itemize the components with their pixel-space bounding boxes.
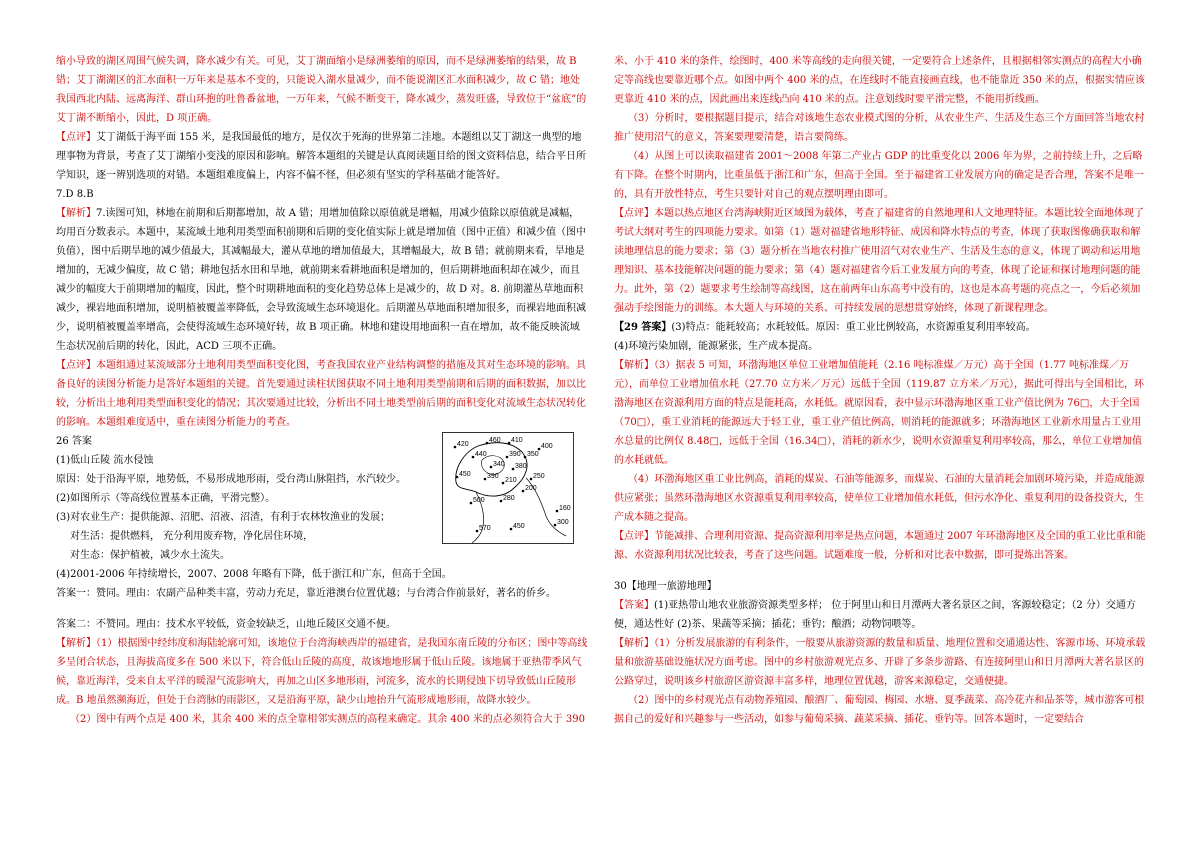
elevation-point	[556, 510, 559, 513]
analysis-tag: 【解析】	[614, 360, 654, 371]
analysis-text: （1）分析发展旅游的有利条件，一般要从旅游资源的数量和质量、地理位置和交通通达性、客源市场、环境承载量和旅游基础设施状况方面考虑。图中的乡村旅游观光点多、开辟了多条步游路、有连接阿里山和日月潭两大著名景区的公路穿过，说明该乡村旅游区游资源丰富多样，地理位置优越，游客来源稳定，交通便捷。	[614, 638, 1146, 687]
analysis-text: （3）据表 5 可知，环渤海地区单位工业增加值能耗（2.16 吨标准煤／万元）高于全国（1.77 吨标准煤／万元），而单位工业增加值水耗（27.70 立方米／万元）远低于全国（119.87 立方米／万元），据此可得出与全国相比，环渤海地区在资源利用方面的特点是能耗高，水耗低。就原因看，表中显示环渤海地区重工业产值比例为 76□，大于全国（70□），重工业消耗的能源远大于轻工业，重工业产值比例高，则消耗的能源就多；环渤海地区工业新水用量占工业用水总量的比例仅 8.48□，远低于全国（16.34□），消耗的新水少，说明水资源重复利用率较高，那么，单位工业增加值的水耗就低。	[614, 360, 1144, 466]
q26-answer-line: 对生态：保护植被，减少水土流失。	[70, 550, 230, 561]
q29-answer-line: (3)特点：能耗较高；水耗较低。原因：重工业比例较高，水资源重复利用率较高。	[671, 322, 1036, 333]
elevation-label: 380	[515, 463, 527, 470]
elevation-point	[506, 456, 509, 459]
q26-answer-line: 答案二：不赞同。理由：技术水平较低，资金较缺乏，山地丘陵区交通不便。	[56, 619, 396, 630]
elevation-label: 280	[503, 495, 515, 502]
elevation-point	[490, 466, 493, 469]
elevation-label: 210	[505, 477, 517, 484]
elevation-label: 350	[527, 451, 539, 458]
elevation-point	[456, 476, 459, 479]
comment-text: 本题以热点地区台湾海峡附近区域图为载体，考查了福建省的自然地理和人文地理特征。本题比较全面地体现了考试大纲对考生的四项能力要求。如第（1）题对福建省地形特征、成因和降水特点的考查，体现了获取图像确获取和解读地理信息的能力要求；第（3）题分析在当地农村推广使用沼气对农业生产、生活及生态的意义，体现了调动和运用地理知识、基本技能解决问题的能力要求；第（4）题对福建省今后工业发展方向的考查，体现了论证和探讨地理问题的能力。此外，第（2）题要求考生绘制等高线图，这在前两年山东高考中没有的，这也是本高考题的亮点之一，今后必须加强动手绘图能力的训练。本大题人与环境的关系、可持续发展的思想贯穿始终，体现了新课程理念。	[614, 208, 1144, 314]
analysis-tag: 【解析】	[56, 208, 96, 219]
elevation-label: 390	[509, 451, 521, 458]
elevation-label: 340	[493, 461, 505, 468]
q29-title-line	[614, 318, 1146, 337]
elevation-label: 410	[511, 437, 523, 444]
analysis-text: （1）根据图中经纬度和海陆轮廓可知，该地位于台湾海峡西岸的福建省，是我国东南丘陵的分布区；图中等高线多呈闭合状态，且海拔高度多在 500 米以下，符合低山丘陵的高度，故该地地形属于低山丘陵。该地属于亚热带季风气候，靠近海洋，受来自太平洋的暖湿气流影响大，再加之山区多地形雨，河流多，流水的长期侵蚀下切导致低山丘陵形成。B 地虽然濒海近，但处于台湾脉的雨影区，又是沿海平原，缺少山地抬升气流形成地形雨，故降水较少。	[56, 638, 588, 706]
elevation-label: 250	[533, 473, 545, 480]
comment-paragraph	[614, 527, 1146, 565]
comment-tag: 【点评】	[614, 531, 654, 542]
elevation-point	[508, 442, 511, 445]
paragraph: （2）图中的乡村观光点有动物养殖园、酿酒厂、葡萄园、梅园、水塘、夏季蔬菜、高冷花卉和品茶等，城市游客可根据自己的爱好和兴趣参与一些活动，如参与葡萄采摘、蔬菜采摘、插花、垂钓等。回答本题时，一定要结合	[614, 695, 1145, 725]
elevation-point	[484, 478, 487, 481]
comment-paragraph	[56, 128, 588, 185]
comment-paragraph	[614, 204, 1146, 318]
comment-text: 本题组通过某流域部分土地利用类型面积变化图，考查我国农业产业结构调整的措施及其对生态环境的影响。具备良好的读图分析能力是答好本题组的关键。首先要通过读柱状图获取不同土地利用类型前期和后期的面积数据，加以比较，分析出土地利用类型面积变化的情况；其次要通过比较，分析出不同土地类型前后期的面积变化对流域生态状况转化的影响。本题组难度适中，重在读图分析能力的考查。	[56, 360, 586, 428]
left-column	[56, 52, 588, 729]
answer-tag: 【答案】	[614, 600, 654, 611]
q30-title: 30【地理一旅游地理】	[614, 581, 717, 592]
analysis-paragraph	[614, 356, 1146, 470]
q26-answer-line: 对生活：提供燃料， 充分利用废弃物，净化居住环境，	[70, 531, 314, 542]
q26-answer-line: (2)如图所示（等高线位置基本正确，平滑完整）。	[56, 493, 276, 504]
elevation-point	[454, 446, 457, 449]
q29-answer-line: (4)环境污染加剧，能源紧张，生产成本提高。	[614, 341, 819, 352]
analysis-paragraph	[56, 204, 588, 356]
paragraph: 缩小导致的湖区周围气候失调，降水减少有关。可见，艾丁湖面缩小是绿洲萎缩的原因，而不是绿洲萎缩的结果，故 B 错；艾丁湖湖区的汇水面积一万年来是基本不变的，只能说入湖水量减少，而不能说湖区汇水面积减少，故 C 错；地处我国西北内陆、远离海洋、群山环抱的吐鲁番盆地，一万年来，气候不断变干，降水减少，蒸发旺盛，导致位于“盆底”的艾丁湖不断缩小，因此，D 项正确。	[56, 56, 587, 124]
q30-answer-text: (1)亚热带山地农业旅游资源类型多样； 位于阿里山和日月潭两大著名景区之间，客源较稳定；（2 分）交通方便，通达性好 (2)茶、果蔬等采摘；插花；垂钓；酿酒；动物饲喂等。	[614, 600, 1136, 630]
elevation-point	[554, 524, 557, 527]
q26-answer-line: 原因：处于沿海平原，地势低，不易形成地形雨，受台湾山脉阻挡，水汽较少。	[56, 474, 406, 485]
elevation-point	[522, 490, 525, 493]
analysis-text: 7.读图可知，林地在前期和后期都增加，故 A 错；用增加值除以原值就是增幅，用减少值除以原值就是减幅，均用百分数表示。本题中，某流域土地利用类型面积前期和后期的变化值实际上就是增加值（图中正值）和减少值（图中负值），图中后期旱地的减少值最大，其减幅最大，灌从草地的增加值最大，其增幅最大，故 B 错；就前期来看，旱地是增加的，无减少偏度，故 C 错；耕地包括水田和旱地，就前期来看耕地面积是增加的，但后期耕地面积却在减少，而且减少的幅度大于前期增加的幅度，因此，整个时期耕地面积的变化趋势总体上是减少的，故 D 对。8. 前期灌丛草地面积减少，裸岩地面积增加，说明植被覆盖率降低，会导致流域生态环境退化。后期灌丛草地面积增加很多，而裸岩地面积减少，说明植被覆盖率增高，会使得流域生态环境好转，故 B 项正确。林地和建设用地面积一直在增加，故不能反映流域生态状况前后期的转化，因此，ACD 三项不正确。	[56, 208, 586, 352]
paragraph: 米、小于 410 米的条件，绘图时，400 米等高线的走向很关键，一定要符合上述条件，且根据相邻实测点的高程大小确定等高线也要靠近哪个点。如图中两个 400 米的点，在连线时不能直接画直线，也不能靠近 350 米的点，根据实情应该更靠近 410 米的点，因此画出来连线凸向 410 米的点。注意划线时要平滑完整，不能用折线画。	[614, 56, 1145, 105]
paragraph: （2）图中有两个点是 400 米，其余 400 米的点全靠相邻实测点的高程来确定。其余 400 米的点必须符合大于 390	[70, 714, 585, 725]
paragraph: （4）从图上可以读取福建省 2001～2008 年第二产业占 GDP 的比重变化以 2006 年为界，之前持续上升，之后略有下降。在整个时期内，比重虽低于浙江和广东，但高于全国。至于福建省工业发展方向的确定是否合理，答案不是唯一的，具有开放性特点，考生只要针对自己的观点摆明理由即可。	[614, 151, 1144, 200]
elevation-label: 200	[525, 485, 537, 492]
q26-answer-line: (1)低山丘陵 流水侵蚀	[56, 455, 154, 466]
elevation-label: 570	[479, 525, 491, 532]
comment-text: 艾丁湖低于海平面 155 米，是我国最低的地方，是仅次于死海的世界第二洼地。本题组以艾丁湖这一典型的地理事物为背景，考查了艾丁湖缩小变浅的原因和影响。解答本题组的关键是认真阅读题目给的图文资料信息，结合平日所学知识，逐一辨别选项的对错。本题组难度偏上，内容不偏不怪，但必须有坚实的学科基础才能答好。	[56, 132, 586, 181]
elevation-point	[538, 448, 541, 451]
contour-map	[442, 432, 574, 544]
comment-tag: 【点评】	[614, 208, 654, 219]
q30-answer-paragraph	[614, 596, 1146, 634]
comment-tag: 【点评】	[56, 132, 96, 143]
elevation-point	[486, 442, 489, 445]
analysis-tag: 【解析】	[614, 638, 654, 649]
comment-text: 节能减排、合理利用资源、提高资源利用率是热点问题，本题通过 2007 年环渤海地区及全国的重工业比重和能源、水资源利用状况比较表，考查了这些问题。试题难度一般，分析和对比表中数据，即可提炼出答案。	[614, 531, 1146, 561]
comment-tag: 【点评】	[56, 360, 96, 371]
elevation-label: 160	[559, 505, 571, 512]
paragraph: （3）分析时，要根据题目提示，结合对该地生态农业模式图的分析，从农业生产、生活及生态三个方面回答当地农村推广使用沼气的意义，答案要理要清楚，语言要简练。	[614, 113, 1145, 143]
elevation-label: 440	[475, 451, 487, 458]
elevation-label: 400	[541, 443, 553, 450]
elevation-point	[500, 500, 503, 503]
elevation-point	[510, 528, 513, 531]
elevation-label: 390	[487, 473, 499, 480]
comment-paragraph	[56, 356, 588, 432]
q26-title: 26 答案	[56, 436, 92, 447]
elevation-point	[512, 468, 515, 471]
q26-answer-line: 答案一：赞同。理由：农副产品种类丰富，劳动力充足，靠近港澳台位置优越；与台湾合作前景好，著名的侨乡。	[56, 588, 556, 599]
elevation-label: 460	[489, 437, 501, 444]
elevation-point	[524, 456, 527, 459]
elevation-point	[472, 456, 475, 459]
analysis-paragraph	[56, 634, 588, 710]
elevation-label: 420	[457, 441, 469, 448]
elevation-point	[476, 530, 479, 533]
q26-answer-block	[56, 432, 588, 565]
elevation-point	[470, 502, 473, 505]
elevation-label: 450	[513, 523, 525, 530]
elevation-point	[502, 482, 505, 485]
q26-answer-line: (4)2001-2006 年持续增长，2007、2008 年略有下降，低于浙江和广东，但高于全国。	[56, 569, 452, 580]
elevation-point	[530, 478, 533, 481]
elevation-label: 450	[459, 471, 471, 478]
contour-map-svg	[442, 432, 574, 544]
answer-line: 7.D 8.B	[56, 189, 94, 200]
q26-answer-line: (3)对农业生产：提供能源、沼肥、沼液、沼渣，有利于农林牧渔业的发展；	[56, 512, 391, 523]
paragraph: （4）环渤海地区重工业比例高，消耗的煤炭、石油等能源多，而煤炭、石油的大量消耗会加剧环境污染，并造成能源供应紧张；虽然环渤海地区水资源重复利用率较高，使单位工业增加值水耗低，但污水净化、重复利用的设备投资大，生产成本随之提高。	[614, 474, 1145, 523]
analysis-paragraph	[614, 634, 1146, 691]
elevation-label: 500	[473, 497, 485, 504]
q29-title: 【29 答案】	[614, 322, 672, 333]
elevation-label: 300	[557, 519, 569, 526]
analysis-tag: 【解析】	[56, 638, 96, 649]
right-column	[614, 52, 1146, 729]
